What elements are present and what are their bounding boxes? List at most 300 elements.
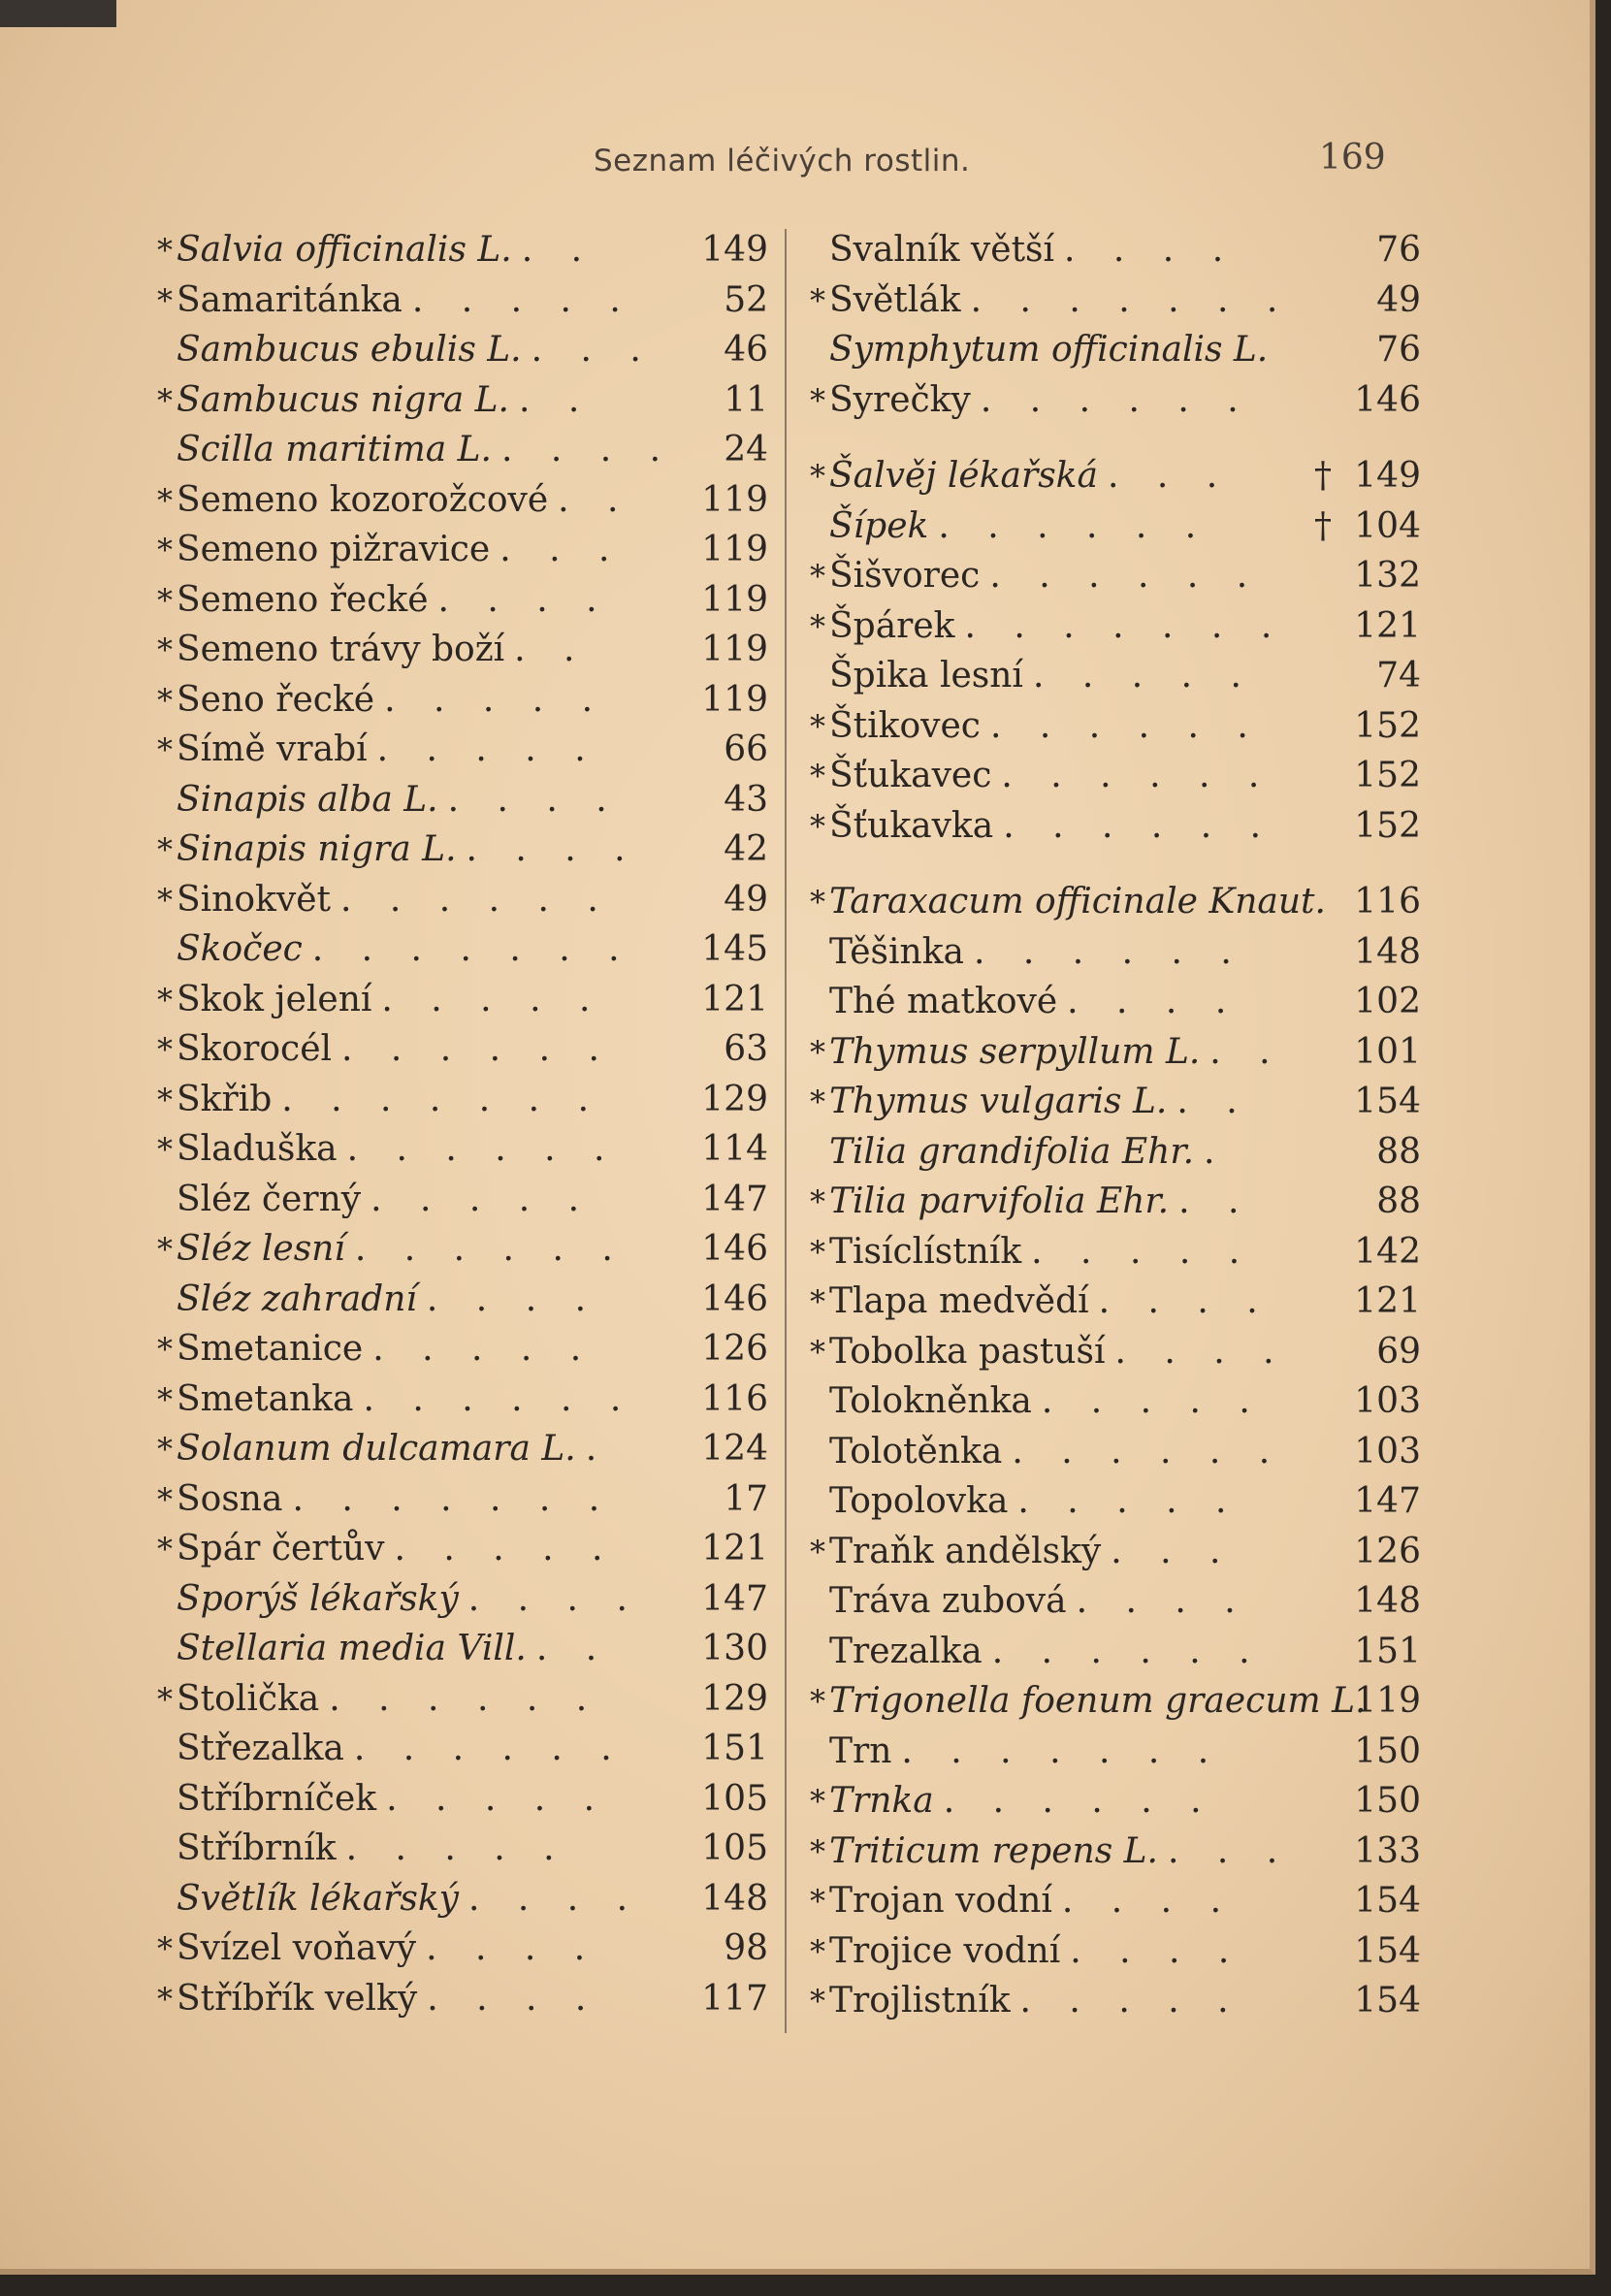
page-reference: 43 bbox=[724, 779, 768, 820]
page-reference: 101 bbox=[1354, 1031, 1421, 1072]
index-entry bbox=[810, 1576, 1421, 1627]
page-reference: 42 bbox=[724, 829, 768, 869]
medicinal-mark: * bbox=[157, 1480, 173, 1518]
leader-dots: . . . . . bbox=[376, 729, 599, 769]
page-reference: 146 bbox=[701, 1278, 768, 1319]
index-entry bbox=[810, 877, 1421, 927]
index-entry bbox=[810, 1027, 1421, 1078]
index-entry bbox=[157, 675, 768, 726]
column-divider bbox=[785, 229, 787, 2033]
page-reference: 129 bbox=[701, 1079, 768, 1119]
plant-name: Sléz černý bbox=[177, 1179, 362, 1219]
page-reference: 152 bbox=[1354, 756, 1421, 795]
plant-name: Šípek bbox=[829, 505, 929, 546]
medicinal-mark: * bbox=[810, 1533, 825, 1570]
plant-name: Šťukavec bbox=[829, 756, 992, 795]
plant-name: Sporýš lékařský bbox=[177, 1578, 459, 1619]
leader-dots: . . . . . . bbox=[943, 1781, 1215, 1821]
medicinal-mark: * bbox=[157, 381, 173, 419]
index-entry bbox=[810, 551, 1421, 601]
medicinal-mark: * bbox=[157, 1930, 173, 1967]
index-entry bbox=[810, 1527, 1421, 1577]
page-reference: 104 bbox=[1354, 505, 1421, 546]
leader-dots: . . . . . . bbox=[339, 879, 612, 920]
page-reference: 11 bbox=[724, 379, 768, 420]
leader-dots: . . bbox=[518, 379, 594, 420]
leader-dots: . . . . . bbox=[386, 1778, 609, 1819]
plant-name: Tobolka pastuší bbox=[829, 1331, 1106, 1372]
page-reference: 49 bbox=[1376, 279, 1421, 320]
leader-dots: . . . . . . . bbox=[970, 279, 1292, 320]
section-gap bbox=[810, 851, 1421, 877]
plant-name: Trojan vodní bbox=[829, 1881, 1052, 1921]
index-entry bbox=[810, 1727, 1421, 1777]
index-entry bbox=[157, 1124, 768, 1175]
page-reference: 154 bbox=[1354, 1981, 1421, 2021]
leader-dots: . . . . . . bbox=[989, 556, 1262, 596]
index-entry bbox=[810, 325, 1421, 375]
medicinal-mark: * bbox=[810, 807, 825, 845]
medicinal-mark: * bbox=[810, 1033, 825, 1071]
leader-dots: . . . . bbox=[427, 1978, 600, 2019]
leader-dots: . . . . . . . bbox=[311, 929, 633, 969]
page-reference: 103 bbox=[1354, 1431, 1421, 1471]
plant-name: Stolička bbox=[177, 1678, 320, 1719]
leader-dots: . . . . . bbox=[384, 679, 607, 720]
plant-name: Smetanice bbox=[177, 1329, 364, 1369]
plant-name: Stellaria media Vill. bbox=[177, 1629, 527, 1668]
index-entry bbox=[157, 1224, 768, 1275]
page-reference: 102 bbox=[1354, 982, 1421, 1021]
leader-dots: . . . . . . . bbox=[964, 605, 1286, 646]
leader-dots: . . . . bbox=[437, 579, 611, 620]
plant-name: Tráva zubová bbox=[829, 1581, 1067, 1621]
leader-dots: . . . . bbox=[447, 779, 621, 820]
medicinal-mark: * bbox=[157, 532, 173, 568]
leader-dots: . . . . bbox=[468, 1878, 642, 1919]
page-reference: 133 bbox=[1354, 1830, 1421, 1871]
plant-name: Sambucus ebulis L. bbox=[177, 330, 522, 370]
index-entry bbox=[810, 1277, 1421, 1327]
dagger-mark: † bbox=[1314, 505, 1332, 546]
index-entry bbox=[810, 927, 1421, 978]
index-entry bbox=[157, 375, 768, 426]
index-entry bbox=[157, 1674, 768, 1725]
plant-name: Špárek bbox=[829, 605, 955, 646]
index-entry bbox=[157, 1374, 768, 1425]
index-entry bbox=[157, 525, 768, 575]
medicinal-mark: * bbox=[810, 758, 825, 794]
medicinal-mark: * bbox=[810, 1983, 825, 2020]
plant-name: Semeno pižravice bbox=[177, 530, 491, 569]
plant-name: Trn bbox=[829, 1730, 892, 1771]
plant-name: Semeno trávy boží bbox=[177, 630, 505, 669]
plant-name: Světlák bbox=[829, 279, 961, 320]
plant-name: Seno řecké bbox=[177, 679, 375, 720]
page-reference: 148 bbox=[1354, 1581, 1421, 1621]
page-reference: 147 bbox=[701, 1578, 768, 1619]
medicinal-mark: * bbox=[810, 381, 825, 419]
leader-dots: . . . . . . . bbox=[281, 1079, 603, 1119]
medicinal-mark: * bbox=[810, 558, 825, 595]
medicinal-mark: * bbox=[810, 1883, 825, 1920]
index-entry bbox=[157, 1275, 768, 1325]
leader-dots: . . . . . . bbox=[938, 505, 1210, 546]
plant-name: Trojlistník bbox=[829, 1981, 1011, 2021]
plant-name: Símě vrabí bbox=[177, 729, 368, 769]
index-entry bbox=[157, 575, 768, 626]
index-entry bbox=[810, 1077, 1421, 1127]
medicinal-mark: * bbox=[157, 631, 173, 668]
page-reference: 116 bbox=[1354, 882, 1421, 922]
plant-name: Scilla maritima L. bbox=[177, 430, 492, 469]
page-reference: 66 bbox=[724, 729, 768, 769]
leader-dots: . . . bbox=[1111, 1531, 1235, 1571]
page-reference: 98 bbox=[724, 1928, 768, 1968]
page-reference: 148 bbox=[701, 1878, 768, 1919]
page-reference: 116 bbox=[701, 1378, 768, 1419]
index-entry bbox=[810, 1926, 1421, 1977]
leader-dots: . . . . . . bbox=[980, 379, 1252, 420]
leader-dots: . . . . . bbox=[381, 979, 604, 1019]
leader-dots: . . . . bbox=[1076, 1581, 1249, 1621]
leader-dots: . . bbox=[558, 479, 632, 520]
page-reference: 124 bbox=[701, 1429, 768, 1469]
index-entry bbox=[157, 924, 768, 975]
page-reference: 150 bbox=[1354, 1730, 1421, 1771]
index-entry bbox=[810, 1427, 1421, 1477]
plant-name: Sinapis nigra L. bbox=[177, 829, 457, 869]
leader-dots: . . . . . bbox=[411, 279, 634, 320]
page-reference: 154 bbox=[1354, 1082, 1421, 1121]
plant-name: Sléz lesní bbox=[177, 1229, 345, 1269]
leader-dots: . . . . bbox=[500, 430, 675, 469]
page-reference: 105 bbox=[701, 1778, 768, 1819]
index-entry bbox=[810, 701, 1421, 752]
page-reference: 147 bbox=[1354, 1481, 1421, 1521]
plant-name: Šišvorec bbox=[829, 556, 981, 596]
medicinal-mark: * bbox=[810, 1932, 825, 1970]
index-entry bbox=[810, 601, 1421, 652]
leader-dots: . . . . . bbox=[1041, 1381, 1264, 1421]
page-reference: 46 bbox=[724, 330, 768, 370]
page-reference: 119 bbox=[701, 479, 768, 520]
plant-name: Sinokvět bbox=[177, 879, 331, 920]
plant-name: Smetanka bbox=[177, 1378, 354, 1419]
page-reference: 150 bbox=[1354, 1781, 1421, 1821]
medicinal-mark: * bbox=[157, 1980, 173, 2018]
index-entry bbox=[157, 1324, 768, 1374]
plant-name: Topolovka bbox=[829, 1481, 1009, 1521]
plant-name: Šalvěj lékařská bbox=[829, 456, 1098, 496]
plant-name: Šťukavka bbox=[829, 805, 994, 846]
plant-name: Tlapa medvědí bbox=[829, 1281, 1089, 1321]
leader-dots: . . . . bbox=[1067, 982, 1240, 1021]
index-entry bbox=[810, 1127, 1421, 1178]
plant-name: Thymus vulgaris L. bbox=[829, 1082, 1168, 1121]
leader-dots: . . . . bbox=[1061, 1881, 1236, 1921]
index-entry bbox=[157, 1924, 768, 1974]
leader-dots: . . bbox=[1176, 1082, 1251, 1121]
medicinal-mark: * bbox=[157, 1680, 173, 1718]
page-reference: 126 bbox=[701, 1329, 768, 1369]
leader-dots: . . . . . . bbox=[346, 1129, 619, 1169]
medicinal-mark: * bbox=[157, 232, 173, 269]
medicinal-mark: * bbox=[810, 281, 825, 319]
page-reference: 103 bbox=[1354, 1381, 1421, 1421]
page-reference: 49 bbox=[724, 879, 768, 920]
plant-name: Semeno kozorožcové bbox=[177, 479, 549, 520]
leader-dots: . . . . . . bbox=[991, 1631, 1264, 1671]
page-reference: 74 bbox=[1376, 656, 1421, 695]
index-entry bbox=[157, 1524, 768, 1574]
page-reference: 119 bbox=[701, 579, 768, 620]
index-entry bbox=[157, 1724, 768, 1774]
plant-name: Tilia grandifolia Ehr. bbox=[829, 1131, 1195, 1172]
medicinal-mark: * bbox=[157, 1131, 173, 1168]
medicinal-mark: * bbox=[157, 1331, 173, 1368]
plant-name: Traňk andělský bbox=[829, 1531, 1102, 1571]
leader-dots: . . . . . bbox=[394, 1529, 617, 1568]
index-entry bbox=[810, 1327, 1421, 1377]
plant-name: Spár čertův bbox=[177, 1529, 385, 1568]
index-entry bbox=[157, 625, 768, 675]
medicinal-mark: * bbox=[157, 481, 173, 519]
index-entry bbox=[157, 825, 768, 875]
page-reference: 149 bbox=[701, 230, 768, 270]
leader-dots: . . . . . bbox=[371, 1179, 594, 1219]
medicinal-mark: * bbox=[157, 581, 173, 619]
index-entry bbox=[810, 1827, 1421, 1877]
plant-name: Skorocél bbox=[177, 1029, 333, 1069]
page-reference: 147 bbox=[701, 1179, 768, 1219]
page-reference: 121 bbox=[1354, 1281, 1421, 1321]
running-title: Seznam léčivých rostlin. bbox=[594, 144, 971, 178]
leader-dots: . bbox=[585, 1429, 611, 1469]
index-entry bbox=[810, 1376, 1421, 1427]
leader-dots: . . . . bbox=[1070, 1930, 1243, 1971]
plant-name: Těšinka bbox=[829, 931, 964, 972]
leader-dots: . . . . bbox=[426, 1928, 599, 1968]
index-entry bbox=[157, 425, 768, 475]
plant-name: Skřib bbox=[177, 1079, 273, 1119]
leader-dots: . . . bbox=[531, 330, 655, 370]
index-column-right bbox=[810, 225, 1421, 2026]
leader-dots: . . . . . . bbox=[989, 705, 1262, 746]
leader-dots: . . . . bbox=[466, 829, 639, 869]
page-reference: 129 bbox=[701, 1678, 768, 1719]
index-entry bbox=[157, 275, 768, 326]
plant-name: Skok jelení bbox=[177, 979, 372, 1019]
medicinal-mark: * bbox=[810, 884, 825, 921]
page-reference: 149 bbox=[1354, 456, 1421, 496]
leader-dots: . . . . . bbox=[372, 1329, 596, 1369]
index-entry bbox=[157, 1574, 768, 1625]
index-entry bbox=[810, 1976, 1421, 2026]
leader-dots: . . . . . . bbox=[363, 1378, 635, 1419]
page-reference: 17 bbox=[724, 1478, 768, 1519]
index-entry bbox=[157, 725, 768, 775]
medicinal-mark: * bbox=[810, 1183, 825, 1220]
medicinal-mark: * bbox=[157, 1081, 173, 1118]
page-reference: 63 bbox=[724, 1029, 768, 1069]
medicinal-mark: * bbox=[157, 731, 173, 768]
page-reference: 154 bbox=[1354, 1930, 1421, 1971]
medicinal-mark: * bbox=[157, 1231, 173, 1268]
medicinal-mark: * bbox=[810, 458, 825, 495]
plant-name: Tisíclístník bbox=[829, 1231, 1022, 1272]
page-reference: 146 bbox=[1354, 379, 1421, 420]
leader-dots: . . . . bbox=[426, 1278, 600, 1319]
index-entry bbox=[157, 325, 768, 375]
medicinal-mark: * bbox=[157, 1531, 173, 1568]
plant-name: Sléz zahradní bbox=[177, 1278, 417, 1319]
index-entry bbox=[157, 1075, 768, 1125]
index-entry bbox=[810, 1476, 1421, 1527]
medicinal-mark: * bbox=[157, 981, 173, 1019]
plant-name: Thymus serpyllum L. bbox=[829, 1031, 1201, 1072]
plant-name: Svízel voňavý bbox=[177, 1928, 417, 1968]
plant-name: Sladuška bbox=[177, 1129, 338, 1169]
plant-name: Trezalka bbox=[829, 1631, 983, 1671]
medicinal-mark: * bbox=[810, 607, 825, 645]
plant-name: Tilia parvifolia Ehr. bbox=[829, 1181, 1170, 1221]
page-reference: 114 bbox=[701, 1129, 768, 1169]
section-gap bbox=[810, 425, 1421, 451]
medicinal-mark: * bbox=[810, 1832, 825, 1870]
leader-dots: . . . . . . bbox=[1012, 1431, 1284, 1471]
plant-name: Tolokněnka bbox=[829, 1381, 1032, 1421]
leader-dots: . . . . . . bbox=[329, 1678, 601, 1719]
plant-name: Trojice vodní bbox=[829, 1930, 1061, 1971]
leader-dots: . . . . . bbox=[1031, 1231, 1254, 1272]
medicinal-mark: * bbox=[157, 881, 173, 919]
page-reference: 132 bbox=[1354, 556, 1421, 596]
page-reference: 119 bbox=[701, 679, 768, 720]
leader-dots: . . . . . bbox=[345, 1828, 568, 1868]
index-entry bbox=[157, 1024, 768, 1075]
index-entry bbox=[157, 475, 768, 526]
medicinal-mark: * bbox=[157, 1431, 173, 1468]
index-entry bbox=[810, 1627, 1421, 1677]
index-entry bbox=[157, 1874, 768, 1924]
medicinal-mark: * bbox=[810, 1333, 825, 1371]
plant-name: Salvia officinalis L. bbox=[177, 230, 512, 270]
page-reference: 76 bbox=[1376, 230, 1421, 270]
medicinal-mark: * bbox=[810, 1233, 825, 1271]
index-entry bbox=[810, 225, 1421, 275]
plant-name: Světlík lékařský bbox=[177, 1878, 459, 1919]
page-reference: 142 bbox=[1354, 1231, 1421, 1272]
page-reference: 117 bbox=[701, 1978, 768, 2019]
leader-dots: . . . . . . bbox=[354, 1229, 627, 1269]
plant-name: Syrečky bbox=[829, 379, 971, 420]
medicinal-mark: * bbox=[810, 1683, 825, 1720]
page-reference: 151 bbox=[701, 1729, 768, 1768]
scan-corner bbox=[0, 0, 116, 27]
plant-name: Samaritánka bbox=[177, 279, 403, 320]
medicinal-mark: * bbox=[157, 1031, 173, 1068]
leader-dots: . . . . . . bbox=[1001, 756, 1273, 795]
index-column-left bbox=[157, 225, 768, 2023]
plant-name: Triticum repens L. bbox=[829, 1830, 1158, 1871]
plant-name: Sambucus nigra L. bbox=[177, 379, 509, 420]
index-entry bbox=[810, 1876, 1421, 1926]
plant-name: Svalník větší bbox=[829, 230, 1055, 270]
plant-name: Sinapis alba L. bbox=[177, 779, 438, 820]
page-reference: 119 bbox=[1354, 1681, 1421, 1721]
index-entry bbox=[810, 651, 1421, 701]
index-entry bbox=[157, 1774, 768, 1825]
index-entry bbox=[157, 775, 768, 825]
leader-dots: . . . . . bbox=[1017, 1481, 1240, 1521]
page-reference: 130 bbox=[701, 1629, 768, 1668]
leader-dots: . . . bbox=[499, 530, 624, 569]
plant-name: Thé matkové bbox=[829, 982, 1058, 1021]
index-entry bbox=[810, 977, 1421, 1027]
plant-name: Sosna bbox=[177, 1478, 283, 1519]
page-reference: 121 bbox=[1354, 605, 1421, 646]
plant-name: Štikovec bbox=[829, 705, 981, 746]
medicinal-mark: * bbox=[810, 707, 825, 745]
page-header bbox=[0, 136, 1590, 184]
leader-dots: . . . . . . bbox=[973, 931, 1245, 972]
page-reference: 121 bbox=[701, 979, 768, 1019]
leader-dots: . . . . . . bbox=[353, 1729, 626, 1768]
leader-dots: . . . bbox=[1167, 1830, 1292, 1871]
page-reference: 105 bbox=[701, 1828, 768, 1868]
index-entry bbox=[157, 1474, 768, 1525]
page-reference: 145 bbox=[701, 929, 768, 969]
plant-name: Solanum dulcamara L. bbox=[177, 1429, 576, 1469]
plant-name: Semeno řecké bbox=[177, 579, 429, 620]
dagger-mark: † bbox=[1314, 456, 1332, 496]
page-reference: 148 bbox=[1354, 931, 1421, 972]
index-entry bbox=[157, 1624, 768, 1674]
page-reference: 69 bbox=[1376, 1331, 1421, 1372]
medicinal-mark: * bbox=[810, 1783, 825, 1820]
leader-dots: . . . . bbox=[467, 1578, 641, 1619]
leader-dots: . bbox=[1204, 1131, 1229, 1172]
index-entry bbox=[157, 225, 768, 275]
index-entry bbox=[810, 751, 1421, 801]
leader-dots: . . . . . bbox=[1019, 1981, 1242, 2021]
plant-name: Trnka bbox=[829, 1781, 934, 1821]
page-reference: 119 bbox=[701, 530, 768, 569]
index-entry bbox=[157, 1974, 768, 2024]
index-entry bbox=[810, 1227, 1421, 1277]
medicinal-mark: * bbox=[157, 831, 173, 868]
plant-name: Skočec bbox=[177, 929, 303, 969]
leader-dots: . . . . . . bbox=[341, 1029, 613, 1069]
page-reference: 52 bbox=[724, 279, 768, 320]
plant-name: Tolotěnka bbox=[829, 1431, 1003, 1471]
plant-name: Trigonella foenum graecum L. bbox=[829, 1681, 1367, 1721]
page-reference: 88 bbox=[1376, 1131, 1421, 1172]
index-entry bbox=[157, 1824, 768, 1874]
leader-dots: . . . . . . . bbox=[901, 1730, 1223, 1771]
page-reference: 119 bbox=[701, 630, 768, 669]
medicinal-mark: * bbox=[157, 281, 173, 319]
index-entry bbox=[810, 501, 1421, 552]
index-entry bbox=[810, 275, 1421, 326]
page-reference: 151 bbox=[1354, 1631, 1421, 1671]
page-reference: 121 bbox=[701, 1529, 768, 1568]
plant-name: Stříbrník bbox=[177, 1828, 337, 1868]
plant-name: Taraxacum officinale Knaut. bbox=[829, 882, 1326, 922]
page-reference: 146 bbox=[701, 1229, 768, 1269]
index-entry bbox=[157, 1175, 768, 1225]
